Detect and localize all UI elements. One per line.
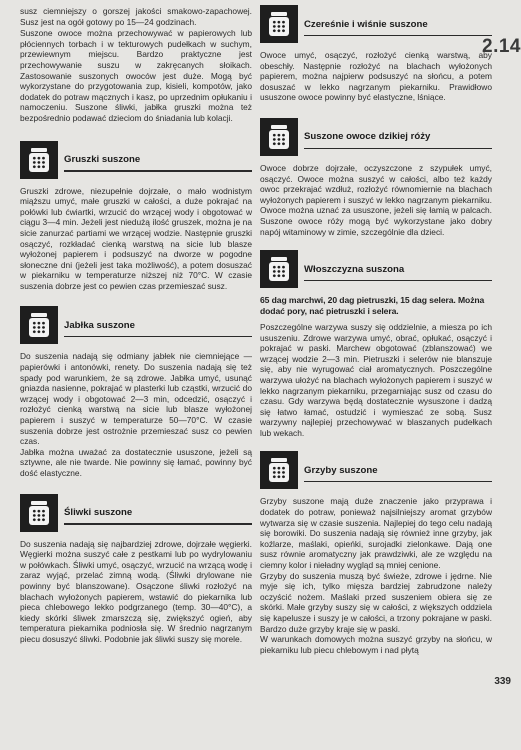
section-header-wloszczyzna: [260, 249, 492, 289]
section-rule: [64, 523, 252, 524]
section-rule: [304, 148, 492, 149]
gruszki-text: Gruszki zdrowe, niezupełnie dojrzałe, o mało wodnistym miąższu umyć, małe gruszki w całości, a duże pokrajać na połówki lub ćwiartki, wrzucić do wrzącej wody i obgotować w ciągu 3—4 min. Jeżeli jest niedużą ilość gruszek, można je na sicie zanurzać partiami we wrzącej wodzie. Następnie gruszki osączyć, rozkładać cienką warstwą na sicie lub blasze wyłożonej papierem i podsuszyć na dworze w pogodne słoneczne dni (jeżeli jest taka możliwość), a potem dosuszać w piekarniku w temperaturze niższej niż 70°C. W czasie suszenia dobrze jest co pewien czas przemieszać susz.: [20, 185, 252, 291]
section-rule: [304, 481, 492, 482]
section-title-czeresnie: Czereśnie i wiśnie suszone: [304, 18, 428, 30]
section-title-wloszczyzna: Włoszczyzna suszona: [304, 263, 405, 275]
section-title-gruszki: Gruszki suszone: [64, 154, 141, 166]
jar-icon: [20, 494, 58, 532]
intro-paragraph-2: Suszone owoce można przechowywać w papierowych lub płóciennych torbach i w tekturowych pudełkach w suchym, przewiewnym miejscu. Bardzo praktyczne jest przechowywanie suszu w zakręcanych słoikach. Zastosowanie suszonych owoców jest duże. Mogą być wykorzystane do przygotowania zup, kisieli, kompotów, jako dodatek do potraw mącznych i kasz, po uprzednim opłukaniu i namoczeniu. Suszone śliwki, jabłka gruszki można też bezpośrednio podawać dzieciom do śniadania lub kolacji.: [20, 28, 252, 123]
section-header-jablka: [20, 305, 252, 345]
section-title-grzyby: Grzyby suszone: [304, 464, 378, 476]
right-column: [260, 4, 492, 655]
chapter-number: 2.14: [482, 36, 521, 57]
wloszczyzna-text: Poszczególne warzywa suszy się oddzielnie, a miesza po ich ususzeniu. Zdrowe warzywa umyć, obrać, opłukać, osączyć i pokrajać w paski. Marchew obgotować (zblanszować) we wrzącej wodzie 2—3 min. Pietruszki i selerów nie blanszuje się, aby nie wyrugować ciał aromatycznych. Poszczególne warzywa ułożyć na blachach wyłożonych papierem i suszyć w lekko nagrzanym piekarniku, przegarniając susz od czasu do czasu. Gdy warzywa będą dostatecznie wysuszone i dadzą się łatwo łamać, ostudzić i wymieszać ze sobą. Susz warzywny najlepiej przechowywać w blaszanych pudełkach lub wekach.: [260, 321, 492, 438]
section-header-dzikie: [260, 117, 492, 157]
section-header-sliwki: [20, 493, 252, 533]
grzyby-text-3: W warunkach domowych można suszyć grzyby na słońcu, w piekarniku lub piecu chlebowym i nad płytą: [260, 634, 492, 655]
page-number: 339: [494, 676, 511, 687]
czeresnie-text: Owoce umyć, osączyć, rozłożyć cienką warstwą, aby obeschły. Następnie rozłożyć na blachach wyłożonych papierem, można najpierw podsuszyć na słońcu, a potem dosuszać w lekko nagrzanym piekarniku. Prawidłowo ususzone owoce powinny być elastyczne, lśniące.: [260, 50, 492, 103]
intro-paragraph-1: susz ciemniejszy o gorszej jakości smakowo-zapachowej. Susz jest na ogół gotowy po 15—24 godzinach.: [20, 6, 252, 27]
section-header-gruszki: [20, 140, 252, 180]
jar-icon: [260, 118, 298, 156]
dzikie-text: Owoce dobrze dojrzałe, oczyszczone z szypułek umyć, osączyć. Owoce można suszyć w całości, albo też każdy owoc przekrajać wzdłuż, rozłożyć równomiernie na blachach wyłożonych papierem i suszyć w lekko nagrzanym piekarniku. Owoce można uznać za ususzone, jeżeli się łamią w palcach. Suszone owoce róży mogą być wykorzystane jako dobry napój witaminowy w zimie, szczególnie dla dzieci.: [260, 162, 492, 237]
section-title-jablka: Jabłka suszone: [64, 319, 135, 331]
grzyby-text-1: Grzyby suszone mają duże znaczenie jako przyprawa i dodatek do potraw, ponieważ najsilniejszy aromat grzybów wytwarza się w czasie suszenia. Najlepiej do tego celu nadają się borowiki. Do suszenia nadają się również inne grzyby, jak koźlarze, maślaki, opieńki, surojadki zielonkawe. Dają one susz równie aromatyczny jak prawdziwki, ale ze względu na ciemny kolor i nieładny wygląd są mniej cenione.: [260, 496, 492, 571]
section-rule: [304, 35, 492, 36]
sliwki-text: Do suszenia nadają się najbardziej zdrowe, dojrzałe węgierki. Węgierki można suszyć całe z pestkami lub po wydrylowaniu w połówkach. Śliwki umyć, osączyć, wrzucić na wrzącą wodę i zaraz wyjąć, przelać zimną wodą. (Śliwki drylowane nie powinny być blanszowane). Osączone śliwki rozłożyć na blachach wyłożonych papierem, wstawić do piekarnika lub pieca chlebowego lekko podgrzanego (temp. 30—40°C), a kiedy skórki śliwek zmarszczą się, zwiększyć ogień, aby temperatura piekarnika podniosła się. W średnio nagrzanym piecu dosuszyć śliwki. Podobnie jak śliwki suszy się morele.: [20, 538, 252, 644]
jar-icon: [260, 250, 298, 288]
section-header-grzyby: [260, 450, 492, 490]
left-column: [20, 6, 252, 645]
jablka-text-1: Do suszenia nadają się odmiany jabłek nie ciemniejące — papierówki i antonówki, renety. Do suszenia nadają się też spady pod warunkiem, że są zdrowe. Jabłka umyć, usunąć gniazda nasienne, pokrajać w plasterki lub cząstki, wrzucić do wrzącej wody i obgotować 2—3 min, odcedzić, osączyć i rozłożyć cienką warstwą na sicie lub blasze wyłożonej papierem i suszyć w temperaturze 50—70°C. W czasie suszenia dobrze jest ostrożnie przemieszać susz co pewien czas.: [20, 351, 252, 447]
wloszczyzna-ingredients: 65 dag marchwi, 20 dag pietruszki, 15 dag selera. Można dodać pory, nać pietruszki i selera.: [260, 295, 485, 316]
grzyby-text-2: Grzyby do suszenia muszą być świeże, zdrowe i jędrne. Nie myje się ich, tylko mięsza bardziej zabrudzone należy oczyścić nożem. Maślaki przed suszeniem obiera się ze skórki. Małe grzyby suszy się w całości, z większych oddziela się kapelusze i suszy je w całości, a trzony pokrajane w paski. Bardzo duże grzyby kraje się w paski.: [260, 570, 492, 634]
jar-icon: [20, 306, 58, 344]
jar-icon: [260, 5, 298, 43]
section-rule: [64, 170, 252, 171]
jar-icon: [260, 451, 298, 489]
section-header-czeresnie: [260, 4, 492, 44]
section-title-dzikie: Suszone owoce dzikiej róży: [304, 131, 431, 143]
jar-icon: [20, 141, 58, 179]
section-rule: [64, 336, 252, 337]
section-title-sliwki: Śliwki suszone: [64, 507, 133, 519]
jablka-text-2: Jabłka można uważać za dostatecznie ususzone, jeżeli są sztywne, ale nie twarde. Nie powinny się łamać, powinny być dość elastyczne.: [20, 446, 252, 478]
section-rule: [304, 280, 492, 281]
